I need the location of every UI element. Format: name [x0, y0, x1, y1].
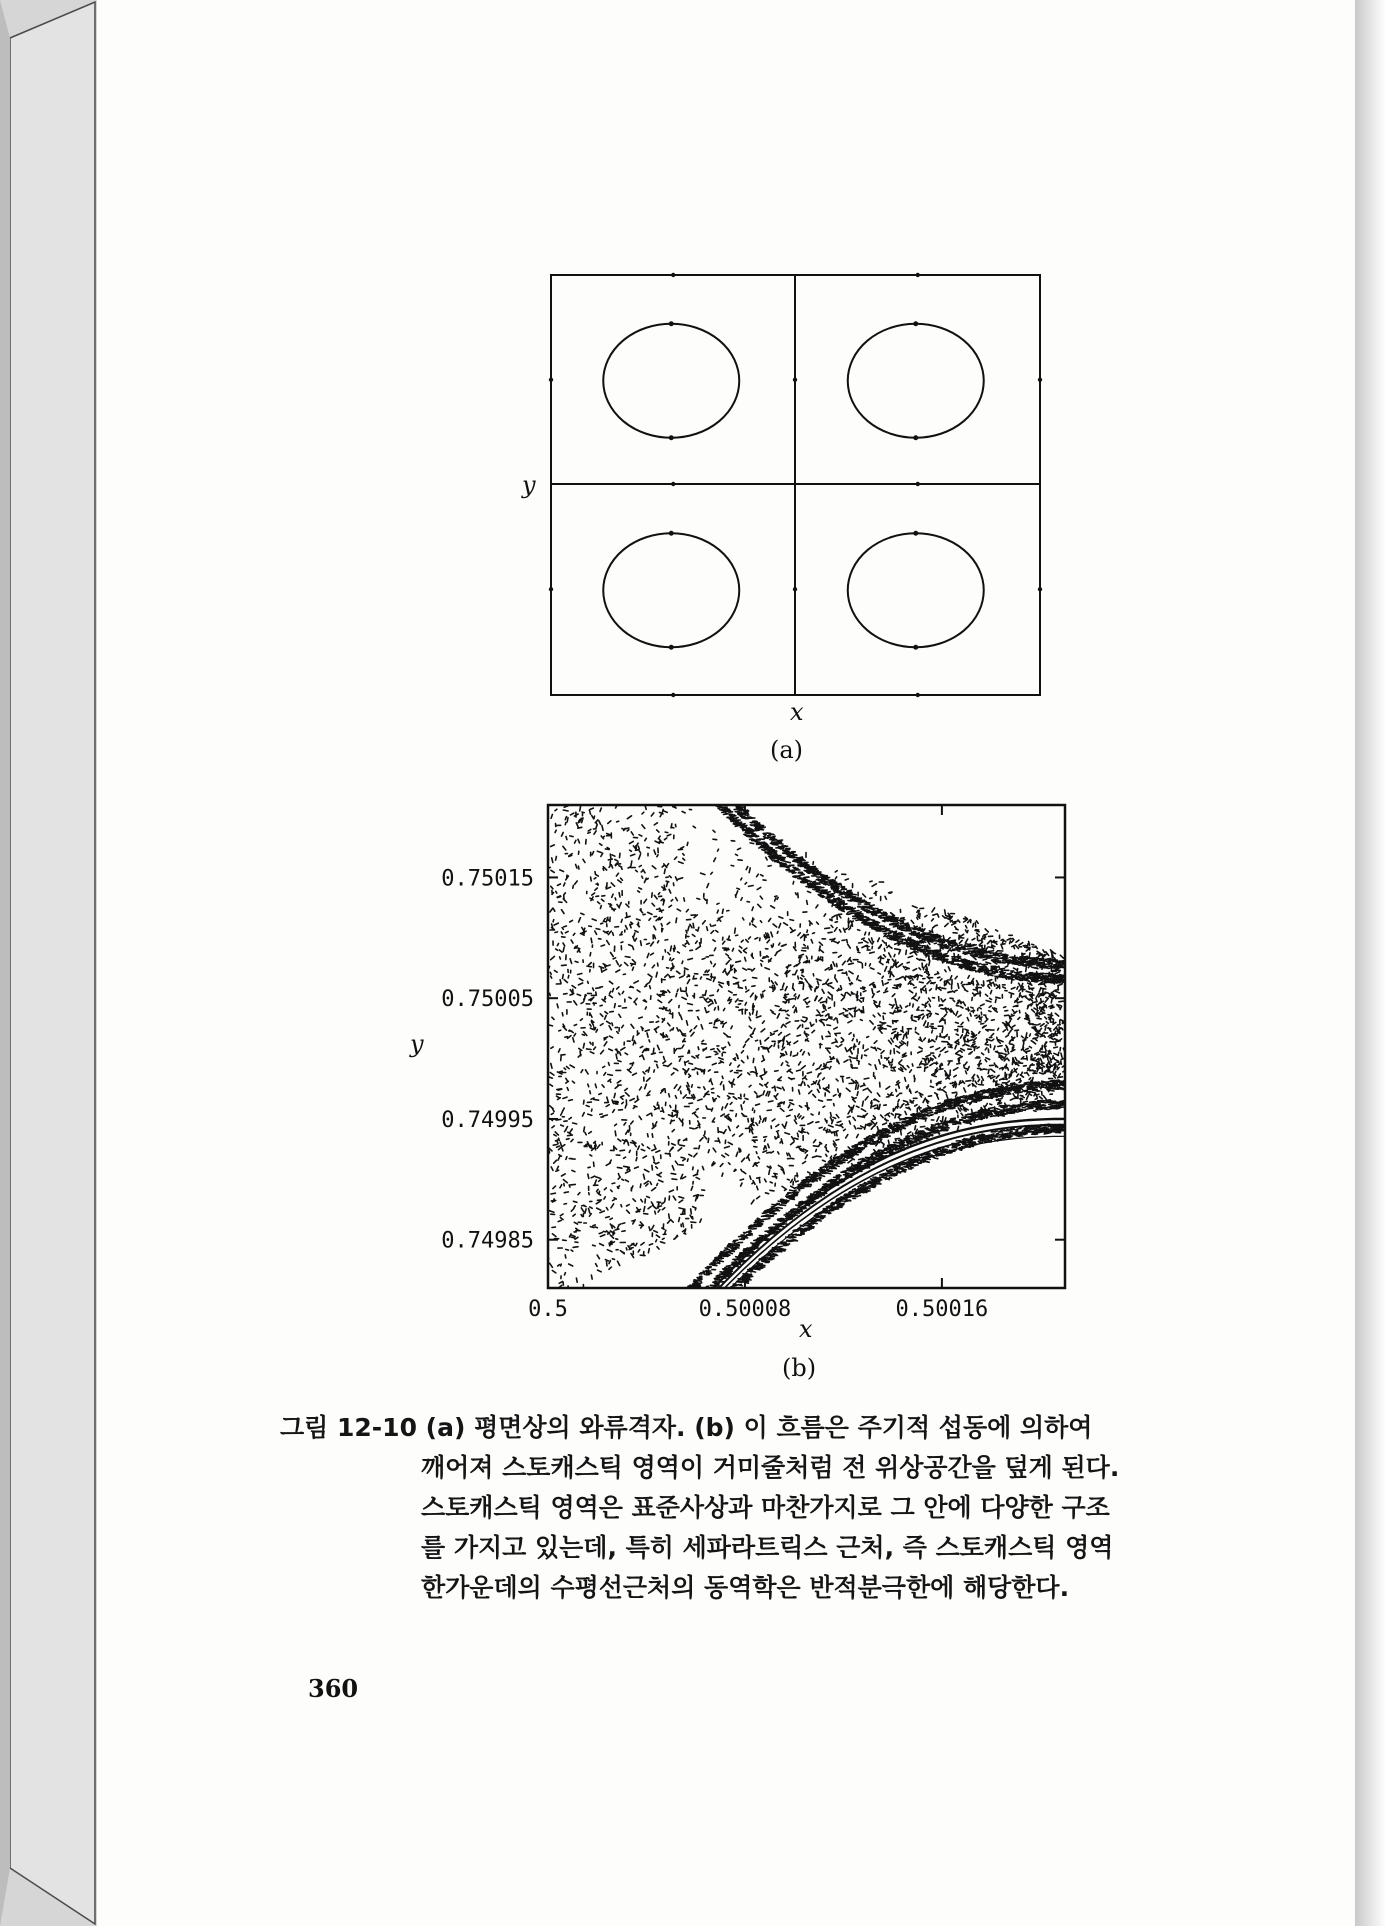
orbit-arrow-marker — [669, 321, 674, 326]
x-tick-label: 0.50016 — [895, 1297, 989, 1322]
fig-a-ylabel: y — [522, 471, 536, 499]
orbit-arrow-marker — [669, 531, 674, 536]
separatrix-marker — [916, 273, 920, 277]
caption-line: 를 가지고 있는데, 특히 세파라트릭스 근처, 즉 스토캐스틱 영역 — [421, 1533, 1114, 1562]
caption-line: 그림 12-10 (a) 평면상의 와류격자. (b) 이 흐름은 주기적 섭동에 의하여 — [280, 1413, 1093, 1442]
figure-caption — [280, 1408, 1240, 1608]
orbit-arrow-marker — [913, 531, 918, 536]
closed-orbit-0 — [603, 324, 739, 438]
x-tick-label: 0.5 — [528, 1297, 568, 1322]
separatrix-marker — [916, 693, 920, 697]
caption-line: 한가운데의 수평선근처의 동역학은 반적분극한에 해당한다. — [421, 1573, 1070, 1602]
fig-b-ylabel: y — [410, 1030, 424, 1058]
separatrix-marker — [916, 482, 920, 486]
orbit-arrow-marker — [913, 645, 918, 650]
y-tick-label: 0.74995 — [441, 1107, 534, 1133]
orbit-arrow-marker — [669, 435, 674, 440]
fig-b-panel-label: (b) — [782, 1354, 817, 1382]
figure-b — [0, 790, 1386, 1390]
orbit-arrow-marker — [913, 321, 918, 326]
separatrix-marker — [1038, 378, 1042, 382]
closed-orbit-3 — [848, 533, 984, 647]
separatrix-marker — [671, 482, 675, 486]
orbit-arrow-marker — [669, 645, 674, 650]
separatrix-marker — [671, 273, 675, 277]
separatrix-marker — [793, 587, 797, 591]
separatrix-marker — [1038, 587, 1042, 591]
y-tick-label: 0.75015 — [441, 866, 534, 892]
closed-orbit-2 — [603, 533, 739, 647]
separatrix-marker — [671, 693, 675, 697]
scatter-points — [546, 804, 1070, 1305]
fig-a-xlabel: x — [790, 698, 804, 726]
page-number: 360 — [308, 1674, 359, 1703]
separatrix-marker — [549, 587, 553, 591]
orbit-arrow-marker — [913, 435, 918, 440]
x-tick-label: 0.50008 — [698, 1297, 792, 1322]
separatrix-marker — [793, 378, 797, 382]
y-tick-label: 0.75005 — [441, 987, 534, 1013]
fig-b-xlabel: x — [799, 1315, 813, 1343]
stochastic-sea — [546, 806, 1069, 1291]
separatrix-marker — [549, 378, 553, 382]
fig-a-panel-label: (a) — [770, 736, 804, 764]
caption-line: 깨어져 스토캐스틱 영역이 거미줄처럼 전 위상공간을 덮게 된다. — [421, 1453, 1120, 1482]
y-tick-label: 0.74985 — [441, 1228, 534, 1254]
closed-orbit-1 — [848, 324, 984, 438]
caption-line: 스토캐스틱 영역은 표준사상과 마찬가지로 그 안에 다양한 구조 — [421, 1493, 1110, 1522]
